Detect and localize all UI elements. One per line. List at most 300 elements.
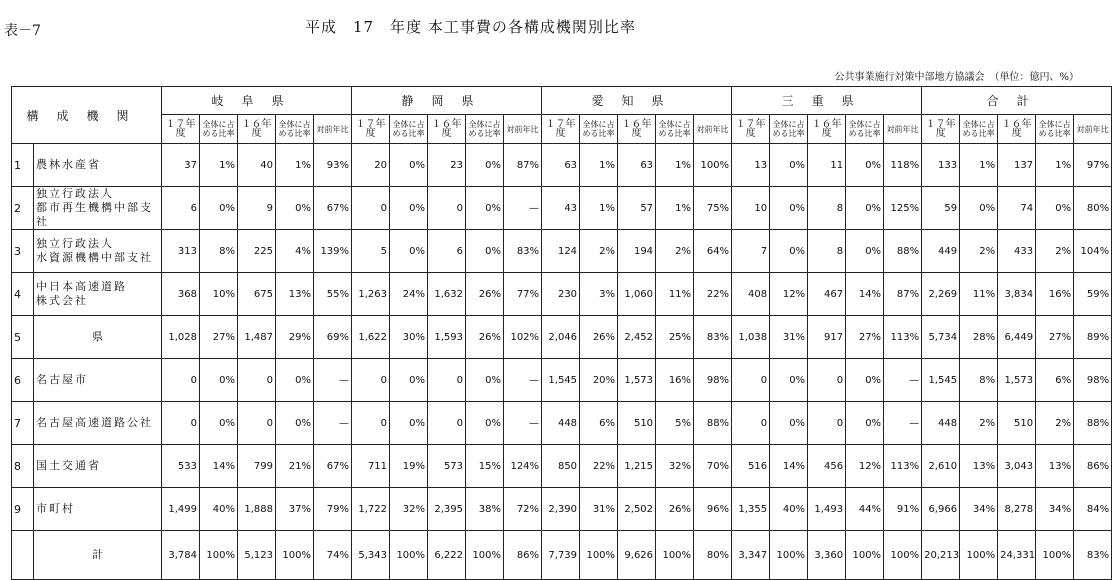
table-cell: 59 xyxy=(922,187,960,230)
table-cell: 80% xyxy=(1074,187,1112,230)
table-cell: 6,222 xyxy=(428,531,466,580)
table-cell: 3,834 xyxy=(998,273,1036,316)
table-row xyxy=(12,230,1112,273)
table-cell: 27% xyxy=(200,316,238,359)
table-cell: — xyxy=(504,402,542,445)
table-cell: 0 xyxy=(162,359,200,402)
header-subcolumn: 全体に占める比率 xyxy=(1036,115,1074,144)
row-number: 5 xyxy=(12,316,34,359)
table-cell: 26% xyxy=(466,273,504,316)
header-subcolumn: １７年度 xyxy=(732,115,770,144)
header-subcolumn: 対前年比 xyxy=(504,115,542,144)
table-cell: 8% xyxy=(960,359,998,402)
table-cell: 0% xyxy=(200,187,238,230)
table-cell: 32% xyxy=(390,488,428,531)
source-and-unit: 公共事業施行対策中部地方協議会 （単位：億円、%） xyxy=(834,72,1079,83)
table-cell: 230 xyxy=(542,273,580,316)
table-cell: 1,573 xyxy=(618,359,656,402)
table-cell: 0 xyxy=(352,187,390,230)
table-cell: 13% xyxy=(1036,445,1074,488)
row-number xyxy=(12,531,34,580)
table-cell: 2,395 xyxy=(428,488,466,531)
table-cell: 0% xyxy=(276,187,314,230)
table-cell: 37% xyxy=(276,488,314,531)
table-cell: 2,610 xyxy=(922,445,960,488)
table-cell: 20% xyxy=(580,359,618,402)
table-cell: 0 xyxy=(238,402,276,445)
table-cell: 22% xyxy=(580,445,618,488)
table-cell: 87% xyxy=(884,273,922,316)
table-cell: 29% xyxy=(276,316,314,359)
header-subcolumn: １６年度 xyxy=(808,115,846,144)
table-cell: 0% xyxy=(466,187,504,230)
table-cell: 4% xyxy=(276,230,314,273)
table-cell: 3% xyxy=(580,273,618,316)
table-cell: 20,213 xyxy=(922,531,960,580)
row-org-name: 独立行政法人 水資源機構中部支社 xyxy=(34,230,162,273)
table-cell: 1,545 xyxy=(542,359,580,402)
table-cell: 8,278 xyxy=(998,488,1036,531)
table-row xyxy=(12,144,1112,187)
table-cell: 533 xyxy=(162,445,200,488)
table-cell: 14% xyxy=(200,445,238,488)
header-subcolumn: １６年度 xyxy=(428,115,466,144)
header-subcolumn: １６年度 xyxy=(618,115,656,144)
table-cell: 31% xyxy=(770,316,808,359)
table-cell: 448 xyxy=(542,402,580,445)
table-cell: 0 xyxy=(732,402,770,445)
header-subcolumn: 全体に占める比率 xyxy=(846,115,884,144)
table-cell: 87% xyxy=(504,144,542,187)
table-cell: 0% xyxy=(466,144,504,187)
table-cell: 98% xyxy=(694,359,732,402)
table-row xyxy=(12,359,1112,402)
table-cell: 1,487 xyxy=(238,316,276,359)
table-cell: 0% xyxy=(466,359,504,402)
table-cell: 40 xyxy=(238,144,276,187)
table-row xyxy=(12,488,1112,531)
table-cell: 0 xyxy=(162,402,200,445)
table-cell: 5,123 xyxy=(238,531,276,580)
table-cell: 98% xyxy=(1074,359,1112,402)
row-number: 2 xyxy=(12,187,34,230)
table-cell: 0 xyxy=(808,402,846,445)
table-cell: 0% xyxy=(1036,187,1074,230)
table-cell: 2% xyxy=(656,230,694,273)
table-row xyxy=(12,316,1112,359)
table-cell: 2,046 xyxy=(542,316,580,359)
table-cell: 133 xyxy=(922,144,960,187)
table-cell: 5 xyxy=(352,230,390,273)
table-cell: 2% xyxy=(960,402,998,445)
table-cell: 0% xyxy=(390,402,428,445)
table-cell: 0% xyxy=(846,359,884,402)
table-cell: 510 xyxy=(998,402,1036,445)
table-cell: 0% xyxy=(770,359,808,402)
table-cell: 77% xyxy=(504,273,542,316)
table-cell: 1% xyxy=(276,144,314,187)
header-prefecture: 愛知県 xyxy=(542,87,732,115)
table-cell: 225 xyxy=(238,230,276,273)
table-cell: 1,722 xyxy=(352,488,390,531)
table-row xyxy=(12,445,1112,488)
header-subcolumn: 全体に占める比率 xyxy=(580,115,618,144)
header-prefecture: 合計 xyxy=(922,87,1112,115)
table-cell: 1,355 xyxy=(732,488,770,531)
table-cell: 20 xyxy=(352,144,390,187)
table-cell: 6,449 xyxy=(998,316,1036,359)
row-org-name: 独立行政法人 都市再生機構中部支社 xyxy=(34,187,162,230)
table-cell: 711 xyxy=(352,445,390,488)
table-cell: 96% xyxy=(694,488,732,531)
table-cell: 43 xyxy=(542,187,580,230)
table-cell: 799 xyxy=(238,445,276,488)
table-cell: 573 xyxy=(428,445,466,488)
table-cell: 1% xyxy=(656,144,694,187)
header-subcolumn: 全体に占める比率 xyxy=(466,115,504,144)
table-cell: 5,343 xyxy=(352,531,390,580)
table-cell: 100% xyxy=(694,144,732,187)
table-cell: 14% xyxy=(846,273,884,316)
table-cell: 69% xyxy=(314,316,352,359)
table-cell: 0 xyxy=(352,359,390,402)
table-cell: 0% xyxy=(466,402,504,445)
table-cell: 21% xyxy=(276,445,314,488)
table-cell: 1,593 xyxy=(428,316,466,359)
table-cell: 100% xyxy=(770,531,808,580)
header-prefecture: 岐阜県 xyxy=(162,87,352,115)
table-cell: 2,269 xyxy=(922,273,960,316)
table-cell: 1,499 xyxy=(162,488,200,531)
table-cell: 467 xyxy=(808,273,846,316)
table-cell: 84% xyxy=(1074,488,1112,531)
header-row-prefectures xyxy=(12,87,1112,115)
table-cell: 6% xyxy=(580,402,618,445)
table-cell: 2,502 xyxy=(618,488,656,531)
table-cell: 83% xyxy=(694,316,732,359)
table-cell: 100% xyxy=(846,531,884,580)
table-cell: 40% xyxy=(770,488,808,531)
header-subcolumn: 対前年比 xyxy=(314,115,352,144)
ratio-table xyxy=(11,86,1112,580)
header-subcolumn: 全体に占める比率 xyxy=(276,115,314,144)
table-cell: 456 xyxy=(808,445,846,488)
table-cell: — xyxy=(314,402,352,445)
table-cell: 0% xyxy=(770,402,808,445)
table-cell: 30% xyxy=(390,316,428,359)
header-prefecture: 三重県 xyxy=(732,87,922,115)
table-cell: 368 xyxy=(162,273,200,316)
header-subcolumn: 全体に占める比率 xyxy=(770,115,808,144)
table-cell: 83% xyxy=(1074,531,1112,580)
table-cell: 11% xyxy=(656,273,694,316)
header-subcolumn: 対前年比 xyxy=(884,115,922,144)
table-cell: 93% xyxy=(314,144,352,187)
header-prefecture: 静岡県 xyxy=(352,87,542,115)
table-cell: 13 xyxy=(732,144,770,187)
table-cell: 32% xyxy=(656,445,694,488)
row-number: 6 xyxy=(12,359,34,402)
table-cell: 1,060 xyxy=(618,273,656,316)
table-cell: 64% xyxy=(694,230,732,273)
table-cell: 59% xyxy=(1074,273,1112,316)
table-cell: 0% xyxy=(770,144,808,187)
table-cell: 1,215 xyxy=(618,445,656,488)
table-cell: 44% xyxy=(846,488,884,531)
header-subcolumn: 対前年比 xyxy=(694,115,732,144)
table-cell: 6% xyxy=(1036,359,1074,402)
table-cell: 31% xyxy=(580,488,618,531)
header-subcolumn: １７年度 xyxy=(352,115,390,144)
table-cell: 75% xyxy=(694,187,732,230)
table-cell: 0 xyxy=(428,187,466,230)
table-cell: 8 xyxy=(808,230,846,273)
table-cell: 917 xyxy=(808,316,846,359)
table-cell: 27% xyxy=(846,316,884,359)
table-cell: 1,622 xyxy=(352,316,390,359)
table-cell: 16% xyxy=(656,359,694,402)
table-cell: 850 xyxy=(542,445,580,488)
table-cell: 0 xyxy=(428,402,466,445)
table-cell: 34% xyxy=(1036,488,1074,531)
header-subcolumn: １７年度 xyxy=(922,115,960,144)
table-cell: 448 xyxy=(922,402,960,445)
table-cell: 83% xyxy=(504,230,542,273)
table-cell: 1,573 xyxy=(998,359,1036,402)
table-cell: 37 xyxy=(162,144,200,187)
row-number: 3 xyxy=(12,230,34,273)
row-org-name: 県 xyxy=(34,316,162,359)
table-cell: 113% xyxy=(884,445,922,488)
table-row xyxy=(12,273,1112,316)
row-org-name: 名古屋高速道路公社 xyxy=(34,402,162,445)
header-subcolumn: 全体に占める比率 xyxy=(200,115,238,144)
table-cell: 26% xyxy=(656,488,694,531)
table-cell: 9 xyxy=(238,187,276,230)
row-org-name: 国土交通省 xyxy=(34,445,162,488)
table-cell: 100% xyxy=(656,531,694,580)
table-cell: 0 xyxy=(808,359,846,402)
table-cell: 74 xyxy=(998,187,1036,230)
table-cell: 5% xyxy=(656,402,694,445)
table-cell: 34% xyxy=(960,488,998,531)
table-cell: 13% xyxy=(960,445,998,488)
table-cell: 24% xyxy=(390,273,428,316)
table-cell: 0 xyxy=(352,402,390,445)
header-subcolumn: 全体に占める比率 xyxy=(390,115,428,144)
table-cell: 9,626 xyxy=(618,531,656,580)
table-cell: 10 xyxy=(732,187,770,230)
table-cell: 6,966 xyxy=(922,488,960,531)
table-cell: 40% xyxy=(200,488,238,531)
table-cell: — xyxy=(884,402,922,445)
table-row xyxy=(12,187,1112,230)
table-cell: 0% xyxy=(770,230,808,273)
table-cell: 516 xyxy=(732,445,770,488)
table-cell: 449 xyxy=(922,230,960,273)
table-cell: 408 xyxy=(732,273,770,316)
table-cell: 11% xyxy=(960,273,998,316)
table-cell: 70% xyxy=(694,445,732,488)
table-cell: — xyxy=(314,359,352,402)
table-cell: 100% xyxy=(884,531,922,580)
row-number: 4 xyxy=(12,273,34,316)
table-cell: 12% xyxy=(770,273,808,316)
table-cell: 0% xyxy=(390,230,428,273)
table-cell: 0 xyxy=(238,359,276,402)
row-number: 8 xyxy=(12,445,34,488)
table-cell: 102% xyxy=(504,316,542,359)
table-cell: 79% xyxy=(314,488,352,531)
table-cell: 16% xyxy=(1036,273,1074,316)
table-row xyxy=(12,402,1112,445)
table-cell: 1% xyxy=(656,187,694,230)
table-cell: 11 xyxy=(808,144,846,187)
table-cell: 72% xyxy=(504,488,542,531)
row-org-name: 計 xyxy=(34,531,162,580)
table-cell: 1,038 xyxy=(732,316,770,359)
table-cell: 38% xyxy=(466,488,504,531)
table-cell: — xyxy=(504,359,542,402)
table-cell: 100% xyxy=(960,531,998,580)
table-cell: 0% xyxy=(276,359,314,402)
table-cell: 3,043 xyxy=(998,445,1036,488)
table-cell: 2% xyxy=(1036,402,1074,445)
table-cell: 8% xyxy=(200,230,238,273)
row-org-name: 中日本高速道路 株式会社 xyxy=(34,273,162,316)
table-cell: 10% xyxy=(200,273,238,316)
table-cell: 7 xyxy=(732,230,770,273)
table-cell: 3,347 xyxy=(732,531,770,580)
table-cell: 6 xyxy=(162,187,200,230)
table-cell: 100% xyxy=(200,531,238,580)
table-cell: 2,390 xyxy=(542,488,580,531)
table-cell: 1,028 xyxy=(162,316,200,359)
table-cell: 89% xyxy=(1074,316,1112,359)
table-cell: 0 xyxy=(732,359,770,402)
table-cell: 1% xyxy=(200,144,238,187)
table-cell: 0% xyxy=(960,187,998,230)
table-cell: — xyxy=(884,359,922,402)
table-cell: 0% xyxy=(466,230,504,273)
table-cell: 2% xyxy=(1036,230,1074,273)
table-cell: 194 xyxy=(618,230,656,273)
table-cell: 0% xyxy=(390,187,428,230)
table-cell: 0% xyxy=(390,359,428,402)
table-cell: 28% xyxy=(960,316,998,359)
table-cell: 8 xyxy=(808,187,846,230)
table-cell: 80% xyxy=(694,531,732,580)
table-cell: 63 xyxy=(542,144,580,187)
table-cell: 3,784 xyxy=(162,531,200,580)
table-cell: 88% xyxy=(694,402,732,445)
header-subcolumn: １６年度 xyxy=(998,115,1036,144)
table-cell: 26% xyxy=(466,316,504,359)
table-cell: 100% xyxy=(580,531,618,580)
table-cell: 137 xyxy=(998,144,1036,187)
table-cell: 67% xyxy=(314,187,352,230)
header-subcolumn: １６年度 xyxy=(238,115,276,144)
table-cell: 19% xyxy=(390,445,428,488)
table-cell: 26% xyxy=(580,316,618,359)
table-cell: 313 xyxy=(162,230,200,273)
table-cell: 27% xyxy=(1036,316,1074,359)
table-cell: 0% xyxy=(200,359,238,402)
table-cell: 100% xyxy=(390,531,428,580)
row-org-name: 市町村 xyxy=(34,488,162,531)
table-cell: 12% xyxy=(846,445,884,488)
header-subcolumn: 全体に占める比率 xyxy=(656,115,694,144)
document-title: 平成 17 年度 本工事費の各構成機関別比率 xyxy=(305,18,636,36)
table-cell: 1,263 xyxy=(352,273,390,316)
table-cell: 55% xyxy=(314,273,352,316)
table-cell: 1% xyxy=(960,144,998,187)
table-cell: 86% xyxy=(504,531,542,580)
table-cell: 1% xyxy=(580,187,618,230)
table-cell: 13% xyxy=(276,273,314,316)
table-cell: — xyxy=(504,187,542,230)
table-row xyxy=(12,531,1112,580)
table-cell: 6 xyxy=(428,230,466,273)
table-cell: 510 xyxy=(618,402,656,445)
table-cell: 88% xyxy=(1074,402,1112,445)
table-cell: 0% xyxy=(770,187,808,230)
table-cell: 67% xyxy=(314,445,352,488)
header-subcolumn: 対前年比 xyxy=(1074,115,1112,144)
table-cell: 86% xyxy=(1074,445,1112,488)
table-cell: 0% xyxy=(200,402,238,445)
table-cell: 0% xyxy=(276,402,314,445)
table-cell: 433 xyxy=(998,230,1036,273)
row-org-name: 農林水産省 xyxy=(34,144,162,187)
table-cell: 139% xyxy=(314,230,352,273)
table-cell: 1,545 xyxy=(922,359,960,402)
row-number: 9 xyxy=(12,488,34,531)
table-cell: 57 xyxy=(618,187,656,230)
table-cell: 2,452 xyxy=(618,316,656,359)
table-cell: 23 xyxy=(428,144,466,187)
table-cell: 97% xyxy=(1074,144,1112,187)
table-cell: 1% xyxy=(1036,144,1074,187)
table-cell: 2% xyxy=(580,230,618,273)
table-cell: 0% xyxy=(846,402,884,445)
table-cell: 91% xyxy=(884,488,922,531)
table-cell: 1,493 xyxy=(808,488,846,531)
table-cell: 88% xyxy=(884,230,922,273)
table-cell: 7,739 xyxy=(542,531,580,580)
table-label: 表－7 xyxy=(4,23,41,39)
table-cell: 3,360 xyxy=(808,531,846,580)
table-cell: 1% xyxy=(580,144,618,187)
table-cell: 104% xyxy=(1074,230,1112,273)
table-cell: 1,888 xyxy=(238,488,276,531)
table-cell: 100% xyxy=(1036,531,1074,580)
header-subcolumn: １７年度 xyxy=(542,115,580,144)
table-cell: 100% xyxy=(466,531,504,580)
table-cell: 125% xyxy=(884,187,922,230)
table-cell: 124% xyxy=(504,445,542,488)
table-cell: 24,331 xyxy=(998,531,1036,580)
table-cell: 22% xyxy=(694,273,732,316)
table-cell: 25% xyxy=(656,316,694,359)
table-cell: 14% xyxy=(770,445,808,488)
table-cell: 1,632 xyxy=(428,273,466,316)
table-cell: 0% xyxy=(846,230,884,273)
header-org: 構成機関 xyxy=(12,87,162,144)
table-cell: 0% xyxy=(846,187,884,230)
table-cell: 2% xyxy=(960,230,998,273)
table-cell: 675 xyxy=(238,273,276,316)
